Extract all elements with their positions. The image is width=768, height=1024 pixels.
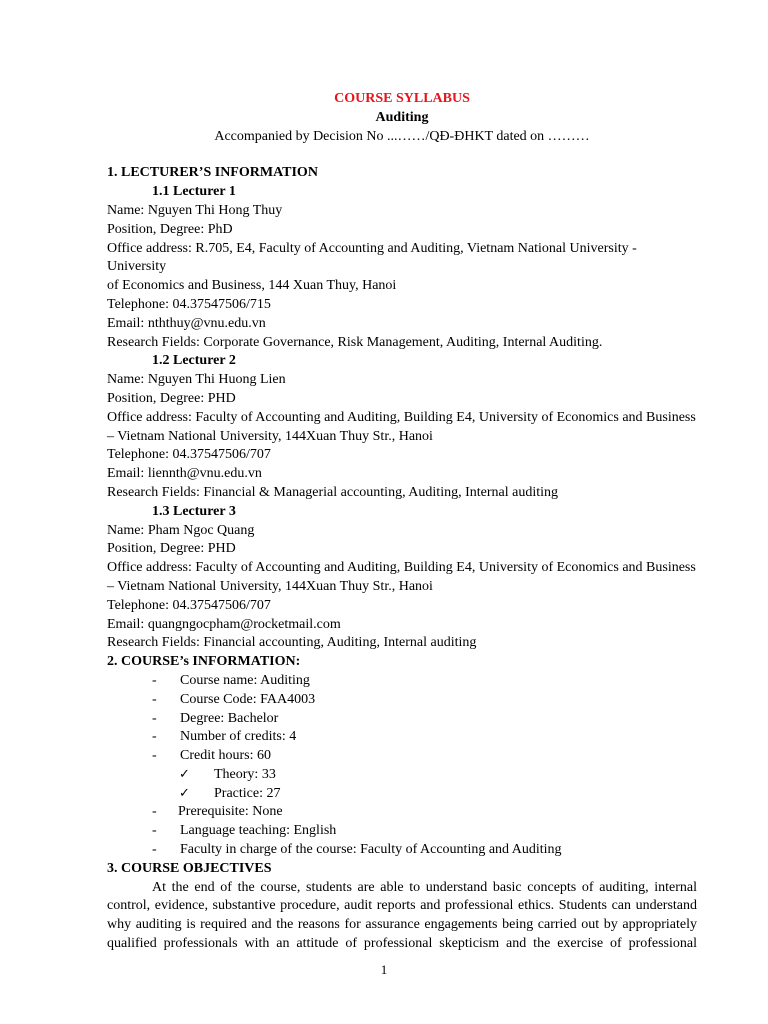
- dash-bullet: -: [152, 804, 157, 820]
- section-heading-lecturers: 1. LECTURER’S INFORMATION: [107, 165, 318, 181]
- dash-bullet: -: [152, 672, 157, 688]
- practice-hours: Practice: 27: [214, 785, 281, 801]
- objectives-line-3: why auditing is required and the reasons for assurance engagements being carried out by appropriately: [107, 917, 697, 933]
- dash-bullet: -: [152, 748, 157, 764]
- course-code: Course Code: FAA4003: [180, 691, 316, 707]
- lecturer-3-degree: Position, Degree: PHD: [107, 541, 236, 557]
- lecturer-2-heading: 1.2 Lecturer 2: [152, 353, 236, 369]
- lecturer-3-telephone: Telephone: 04.37547506/707: [107, 597, 271, 613]
- lecturer-1-telephone: Telephone: 04.37547506/715: [107, 296, 271, 312]
- lecturer-2-office-line-1: Office address: Faculty of Accounting and Auditing, Building E4, University of Economics and Business: [107, 409, 696, 425]
- prerequisite: Prerequisite: None: [178, 804, 283, 820]
- course-subtitle: Auditing: [375, 109, 429, 125]
- lecturer-2-office-line-2: – Vietnam National University, 144Xuan Thuy Str., Hanoi: [107, 428, 433, 444]
- section-heading-objectives: 3. COURSE OBJECTIVES: [107, 860, 272, 876]
- dash-bullet: -: [152, 729, 157, 745]
- faculty-in-charge: Faculty in charge of the course: Faculty of Accounting and Auditing: [180, 842, 562, 858]
- list-item: [107, 766, 697, 785]
- lecturer-1-office-line-1: Office address: R.705, E4, Faculty of Accounting and Auditing, Vietnam National University - University: [107, 240, 637, 275]
- page-number: 1: [380, 962, 388, 977]
- lecturer-1-research: Research Fields: Corporate Governance, Risk Management, Auditing, Internal Auditing.: [107, 334, 603, 350]
- theory-hours: Theory: 33: [214, 766, 276, 782]
- lecturer-2-email: Email: liennth@vnu.edu.vn: [107, 466, 262, 482]
- course-credit-hours: Credit hours: 60: [180, 748, 271, 764]
- document-title: COURSE SYLLABUS: [334, 91, 470, 106]
- list-item: [107, 728, 697, 747]
- lecturer-3-name: Name: Pham Ngoc Quang: [107, 522, 255, 538]
- objectives-line-1: At the end of the course, students are able to understand basic concepts of auditing, internal: [152, 879, 697, 895]
- lecturer-2-degree: Position, Degree: PHD: [107, 390, 236, 406]
- list-item: [107, 785, 697, 804]
- lecturer-1-heading: 1.1 Lecturer 1: [152, 184, 236, 200]
- lecturer-2-name: Name: Nguyen Thi Huong Lien: [107, 372, 286, 388]
- decision-line: Accompanied by Decision No ...……/QĐ-ĐHKT dated on ………: [214, 128, 590, 144]
- objectives-line-2: control, evidence, substantive procedure, audit reports and professional ethics. Students can understand: [107, 898, 697, 914]
- lecturer-1-office-line-2: of Economics and Business, 144 Xuan Thuy, Hanoi: [107, 278, 397, 294]
- lecturer-3-office-line-2: – Vietnam National University, 144Xuan Thuy Str., Hanoi: [107, 578, 433, 594]
- course-degree: Degree: Bachelor: [180, 710, 279, 726]
- section-heading-course-info: 2. COURSE’s INFORMATION:: [107, 654, 301, 670]
- list-item: [107, 710, 697, 729]
- lecturer-3-office-line-1: Office address: Faculty of Accounting and Auditing, Building E4, University of Economics and Business: [107, 560, 696, 576]
- list-item: [107, 822, 697, 841]
- list-item: [107, 691, 697, 710]
- lecturer-1-email: Email: nththuy@vnu.edu.vn: [107, 315, 266, 331]
- list-item: [107, 841, 697, 860]
- course-info-list-continued: [107, 803, 697, 859]
- course-info-list: [107, 672, 697, 766]
- lecturer-3-email: Email: quangngocpham@rocketmail.com: [107, 616, 341, 632]
- checkmark-icon: ✓: [179, 785, 190, 801]
- dash-bullet: -: [152, 842, 157, 858]
- document-body: [107, 90, 697, 954]
- list-item: [107, 672, 697, 691]
- spacer: [107, 146, 697, 164]
- checkmark-icon: ✓: [179, 766, 190, 782]
- course-credits: Number of credits: 4: [180, 729, 297, 745]
- lecturer-1-name: Name: Nguyen Thi Hong Thuy: [107, 202, 283, 218]
- course-name: Course name: Auditing: [180, 672, 310, 688]
- dash-bullet: -: [152, 710, 157, 726]
- list-item: [107, 803, 697, 822]
- list-item: [107, 747, 697, 766]
- credit-hours-sublist: [107, 766, 697, 804]
- lecturer-1-degree: Position, Degree: PhD: [107, 221, 233, 237]
- lecturer-2-telephone: Telephone: 04.37547506/707: [107, 447, 271, 463]
- dash-bullet: -: [152, 691, 157, 707]
- dash-bullet: -: [152, 823, 157, 839]
- teaching-language: Language teaching: English: [180, 823, 337, 839]
- lecturer-3-heading: 1.3 Lecturer 3: [152, 503, 236, 519]
- lecturer-3-research: Research Fields: Financial accounting, Auditing, Internal auditing: [107, 635, 477, 651]
- lecturer-2-research: Research Fields: Financial & Managerial accounting, Auditing, Internal auditing: [107, 484, 558, 500]
- objectives-line-4: qualified professionals with an attitude of professional skepticism and the exercise of professional: [107, 936, 697, 952]
